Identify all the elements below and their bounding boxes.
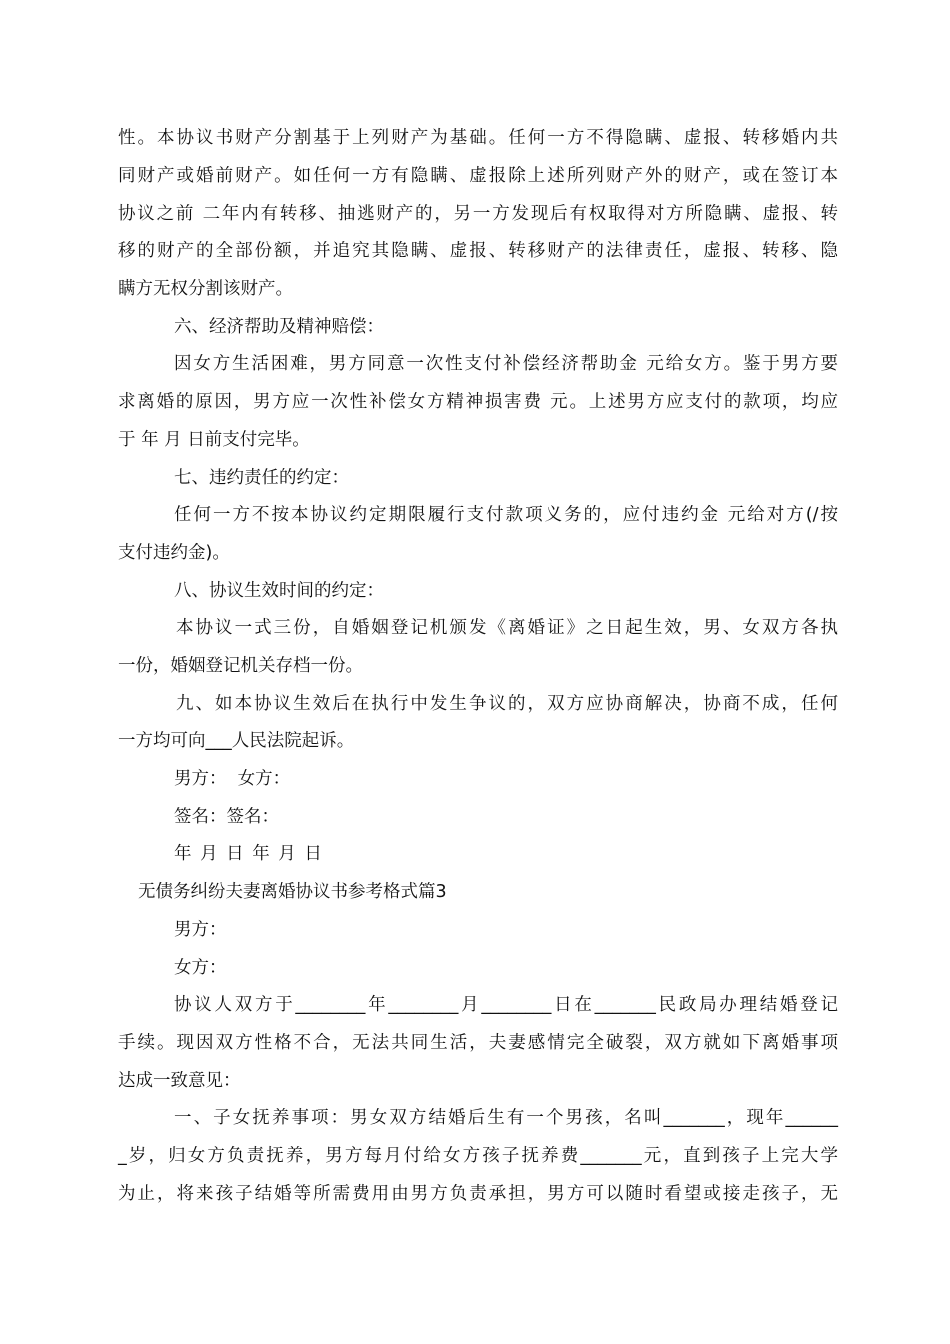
section-heading: 七、违约责任的约定： — [174, 468, 349, 488]
document-title: 无债务纠纷夫妻离婚协议书参考格式篇3 — [138, 882, 447, 902]
paragraph-line: 求离婚的原因，男方应一次性补偿女方精神损害费 元。上述男方应支付的款项，均应 — [118, 392, 838, 412]
paragraph-line: 本协议一式三份，自婚姻登记机颁发《离婚证》之日起生效，男、女双方各执 — [176, 618, 838, 638]
paragraph-line: 支付违约金)。 — [118, 543, 230, 563]
paragraph-line: 为止，将来孩子结婚等所需费用由男方负责承担，男方可以随时看望或接走孩子，无 — [118, 1184, 838, 1204]
paragraph-line: 瞒方无权分割该财产。 — [118, 279, 293, 299]
paragraph-line: 手续。现因双方性格不合，无法共同生活，夫妻感情完全破裂，双方就如下离婚事项 — [118, 1033, 838, 1053]
date-line: 年 月 日 年 月 日 — [174, 844, 322, 864]
paragraph-line: 达成一致意见： — [118, 1071, 241, 1091]
paragraph-line: 协议之前 二年内有转移、抽逃财产的，另一方发现后有权取得对方所隐瞒、虚报、转 — [118, 204, 838, 224]
paragraph-line: 九、如本协议生效后在执行中发生争议的，双方应协商解决，协商不成，任何 — [176, 694, 838, 714]
paragraph-line: 任何一方不按本协议约定期限履行支付款项义务的，应付违约金 元给对方(/按 — [174, 505, 838, 525]
signature-line: 签名：签名： — [174, 807, 279, 827]
paragraph-line: 因女方生活困难，男方同意一次性支付补偿经济帮助金 元给女方。鉴于男方要 — [174, 354, 838, 374]
paragraph-line: _岁，归女方负责抚养，男方每月付给女方孩子抚养费_______元，直到孩子上完大学 — [118, 1146, 838, 1166]
paragraph-line: 一方均可向___人民法院起诉。 — [118, 731, 355, 751]
paragraph-line: 一份，婚姻登记机关存档一份。 — [118, 656, 363, 676]
paragraph-line: 同财产或婚前财产。如任何一方有隐瞒、虚报除上述所列财产外的财产，或在签订本 — [118, 166, 838, 186]
signature-parties: 男方： 女方： — [174, 769, 291, 789]
party-male-label: 男方： — [174, 920, 227, 940]
party-female-label: 女方： — [174, 958, 227, 978]
paragraph-line: 协议人双方于________年________月________日在_______民政局办理结婚登记 — [174, 995, 838, 1015]
section-heading: 六、经济帮助及精神赔偿： — [174, 317, 384, 337]
paragraph-line: 性。本协议书财产分割基于上列财产为基础。任何一方不得隐瞒、虚报、转移婚内共 — [118, 128, 838, 148]
paragraph-line: 于 年 月 日前支付完毕。 — [118, 430, 310, 450]
paragraph-line: 一、子女抚养事项：男女双方结婚后生有一个男孩，名叫_______，现年______ — [174, 1108, 838, 1128]
section-heading: 八、协议生效时间的约定： — [174, 581, 384, 601]
paragraph-line: 移的财产的全部份额，并追究其隐瞒、虚报、转移财产的法律责任，虚报、转移、隐 — [118, 241, 838, 261]
